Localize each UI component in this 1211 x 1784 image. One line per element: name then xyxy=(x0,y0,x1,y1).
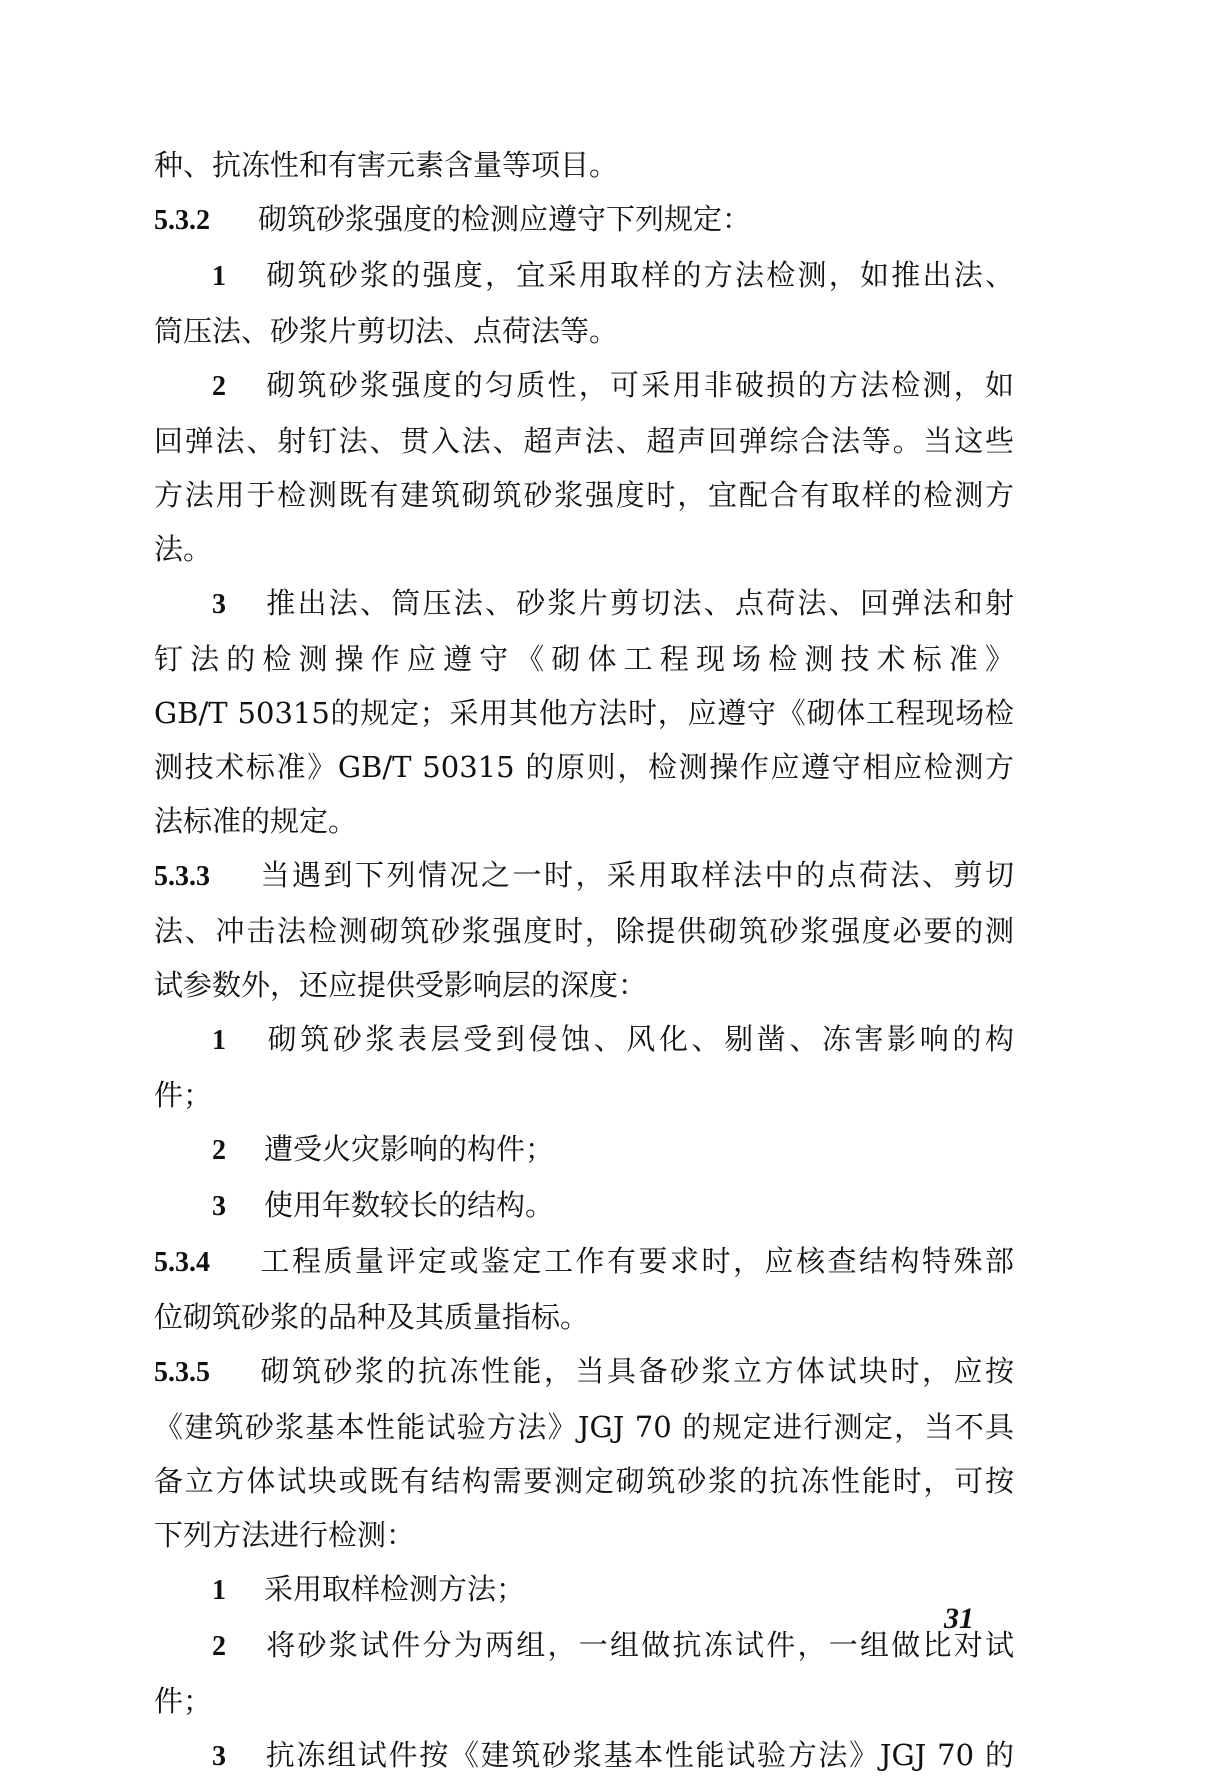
text-line: 法标准的规定。 xyxy=(154,804,358,838)
text-line: 法、冲击法检测砌筑砂浆强度时，除提供砌筑砂浆强度必要的测 xyxy=(154,914,1014,948)
clause-number: 5.3.3 xyxy=(154,861,210,892)
item-3-line xyxy=(154,1178,1014,1234)
item-text: 砌筑砂浆表层受到侵蚀、风化、剔凿、冻害影响的构 xyxy=(264,1022,1014,1056)
item-number: 3 xyxy=(212,589,226,620)
text-line: 件； xyxy=(154,1078,213,1112)
page-number: 31 xyxy=(944,1602,974,1635)
item-2-line xyxy=(154,358,1014,414)
clause-text: 当遇到下列情况之一时，采用取样法中的点荷法、剪切 xyxy=(258,858,1014,892)
text-line: 回弹法、射钉法、贯入法、超声法、超声回弹综合法等。当这些 xyxy=(154,424,1014,458)
item-number: 2 xyxy=(212,371,226,402)
clause-number: 5.3.2 xyxy=(154,205,210,236)
text-line: 种、抗冻性和有害元素含量等项目。 xyxy=(154,148,619,182)
text-line: 件； xyxy=(154,1684,213,1718)
clause-5-3-4 xyxy=(154,1234,1014,1290)
item-text: 遭受火灾影响的构件； xyxy=(264,1132,555,1166)
item-text: 将砂浆试件分为两组，一组做抗冻试件，一组做比对试 xyxy=(264,1628,1014,1662)
text-line: 备立方体试块或既有结构需要测定砌筑砂浆的抗冻性能时，可按 xyxy=(154,1464,1014,1498)
text-line: 筒压法、砂浆片剪切法、点荷法等。 xyxy=(154,314,619,348)
document-body xyxy=(154,138,1014,1784)
clause-5-3-5 xyxy=(154,1344,1014,1400)
clause-text: 砌筑砂浆强度的检测应遵守下列规定： xyxy=(258,202,752,236)
text-line: 位砌筑砂浆的品种及其质量指标。 xyxy=(154,1300,590,1334)
text-line: 方法用于检测既有建筑砌筑砂浆强度时，宜配合有取样的检测方 xyxy=(154,478,1014,512)
item-3-line xyxy=(154,576,1014,632)
item-2-line xyxy=(154,1122,1014,1178)
item-number: 2 xyxy=(212,1631,226,1662)
text-line: 下列方法进行检测： xyxy=(154,1518,416,1552)
item-2-line xyxy=(154,1618,1014,1674)
item-1-line xyxy=(154,248,1014,304)
item-text: 抗冻组试件按《建筑砂浆基本性能试验方法》JGJ 70 的 xyxy=(264,1738,1014,1772)
clause-number: 5.3.4 xyxy=(154,1247,210,1278)
clause-text: 砌筑砂浆的抗冻性能，当具备砂浆立方体试块时，应按 xyxy=(258,1354,1014,1388)
text-line: 试参数外，还应提供受影响层的深度： xyxy=(154,968,648,1002)
item-text: 砌筑砂浆的强度，宜采用取样的方法检测，如推出法、 xyxy=(264,258,1014,292)
text-line: 测技术标准》GB/T 50315 的原则，检测操作应遵守相应检测方 xyxy=(154,750,1014,784)
item-text: 砌筑砂浆强度的匀质性，可采用非破损的方法检测，如 xyxy=(264,368,1014,402)
item-number: 3 xyxy=(212,1741,226,1772)
item-1-line xyxy=(154,1562,1014,1618)
item-text: 采用取样检测方法； xyxy=(264,1572,526,1606)
item-number: 1 xyxy=(212,261,226,292)
item-number: 1 xyxy=(212,1575,226,1606)
text-line: 法。 xyxy=(154,532,213,566)
item-text: 使用年数较长的结构。 xyxy=(264,1188,555,1222)
item-3-line xyxy=(154,1728,1014,1784)
clause-5-3-3 xyxy=(154,848,1014,904)
clause-5-3-2 xyxy=(154,192,1014,248)
text-line: GB/T 50315的规定；采用其他方法时，应遵守《砌体工程现场检 xyxy=(154,696,1014,730)
item-1-line xyxy=(154,1012,1014,1068)
text-line: 钉法的检测操作应遵守《砌体工程现场检测技术标准》 xyxy=(154,642,1014,676)
clause-text: 工程质量评定或鉴定工作有要求时，应核查结构特殊部 xyxy=(258,1244,1014,1278)
clause-number: 5.3.5 xyxy=(154,1357,210,1388)
item-number: 2 xyxy=(212,1135,226,1166)
item-text: 推出法、筒压法、砂浆片剪切法、点荷法、回弹法和射 xyxy=(264,586,1014,620)
item-number: 3 xyxy=(212,1191,226,1222)
text-line: 《建筑砂浆基本性能试验方法》JGJ 70 的规定进行测定，当不具 xyxy=(154,1410,1014,1444)
item-number: 1 xyxy=(212,1025,226,1056)
